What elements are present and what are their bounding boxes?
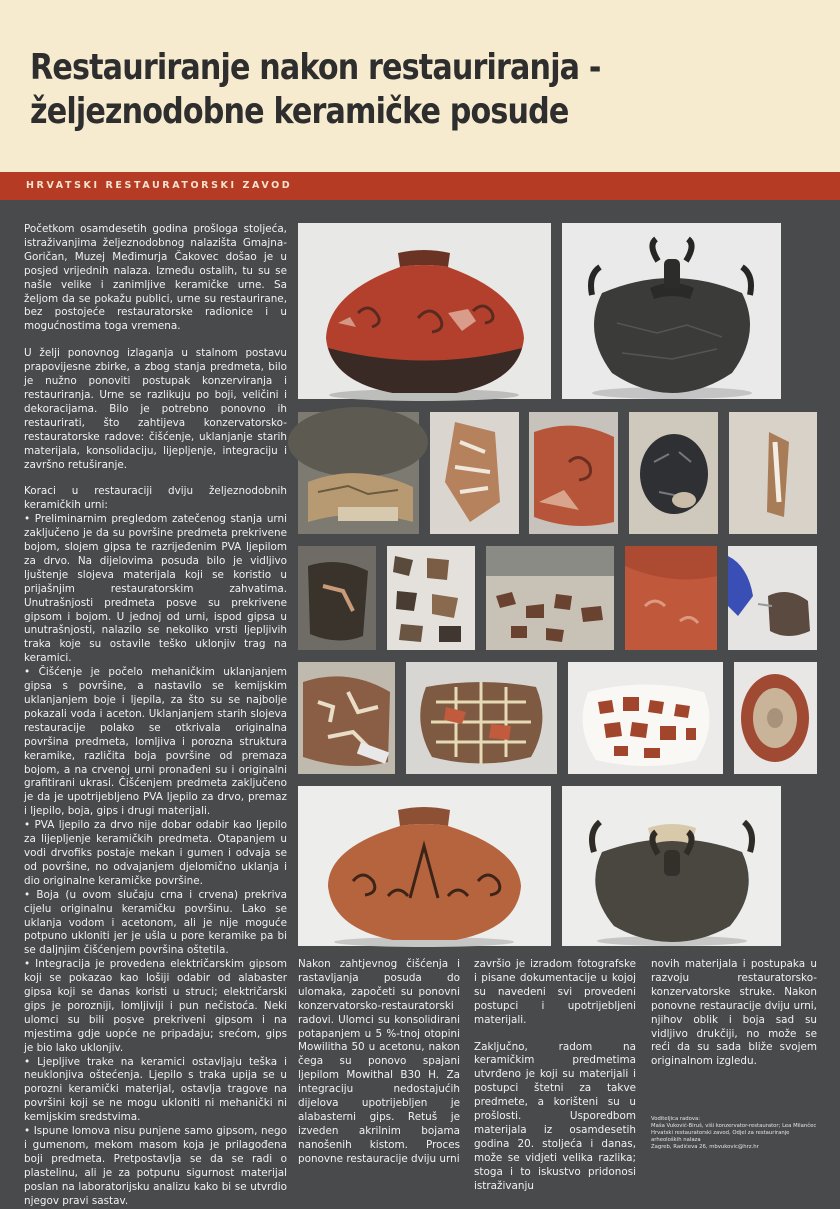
- credits-address: Zagreb, Radićeva 26, mbvukovic@hrz.hr: [651, 1144, 759, 1150]
- institution-name: HRVATSKI RESTAURATORSKI ZAVOD: [26, 180, 293, 191]
- photo-process-12: [406, 662, 557, 774]
- photo-process-8: [486, 546, 614, 650]
- photo-process-11: [298, 662, 395, 774]
- closing-text: novih materijala i postupaka u razvoju restauratorsko-konzervatorske struke. Nakon ponovne restauracije dviju urni, njihov oblik i boja sad su vidljivo drukčiji, no može se reći da su sada bliže svojem originalnom izgledu.: [651, 958, 817, 1068]
- photo-process-9: [625, 546, 717, 650]
- credits: [651, 1116, 821, 1151]
- title-line-1: Restauriranje nakon restauriranja -: [30, 47, 601, 88]
- credits-department: Hrvatski restauratorski zavod, Odjel za restauriranje arheoloških nalaza: [651, 1130, 790, 1143]
- step-cleaning: • Čišćenje je počelo mehaničkim uklanjanjem gipsa s površine, a nastavilo se kemijskim uklanjanjem boje i ljepila, za što su se najbolje pokazali voda i aceton. Uklanjanjem starih slojeva restauracije polako se otkrivala originalna površina predmeta, lomljiva i porozna struktura keramike, različita boja površine od premaza bojom, a na crvenoj urni pronađeni su i originalni grafitirani ukrasi. Čišćenjem predmeta zaključeno je da je upotrijebljeno PVA ljepilo za drvo, premaz i ljepilo, boja, gips i drugi materijali.: [24, 666, 287, 818]
- header: [0, 0, 840, 172]
- institution-band: [0, 172, 840, 200]
- photo-process-13: [568, 662, 723, 774]
- photo-process-6: [298, 546, 376, 650]
- step-preliminary: • Preliminarnim pregledom zatečenog stanja urni zaključeno je da su površine predmeta prekrivene bojom, slojem gipsa te razrijeđenim PVA ljepilom za drvo. Na dijelovima posuda bilo je vidljivo ljuštenje slojeva materijala koji se koristio u prijašnjim restauratorskim zahvatima. Unutrašnjosti predmeta posve su prekrivene gipsom i bojom. U jednoj od urni, ispod gipsa u unutrašnjosti, nalazilo se nekoliko vrsti ljepljivih traka koje su ostavile teško uklonjiv trag na keramici.: [24, 513, 287, 665]
- intro-paragraph: Početkom osamdesetih godina prošloga stoljeća, istraživanjima željeznodobnog nalazišta Gmajna-Goričan, Muzej Međimurja Čakovec došao je u posjed vrijednih nalaza. Između ostalih, tu su se našle velike i zanimljive keramičke urne. Sa željom da se pokažu publici, urne su restaurirane, bez postojeće restauratorske radionice i u mogućnostima toga vremena.: [24, 223, 287, 333]
- bottom-text-column-1: [298, 958, 460, 1167]
- photo-red-urn-before: [298, 223, 551, 399]
- step-integration: • Integracija je provedena električarskim gipsom koji se pokazao kao lošiji odabir od alabaster gipsa koji se danas koristi u struci; električarski gips je porozniji, lomljiviji i pun nečistoća. Neki ulomci su bili posve prekriveni gipsom i na mjestima gdje uopće ne pripadaju; srećom, gips je bio lako uklonjiv.: [24, 958, 287, 1054]
- photo-process-3: [529, 412, 618, 534]
- photo-process-7: [387, 546, 475, 650]
- step-tapes: • Ljepljive trake na keramici ostavljaju teška i neuklonjiva oštećenja. Ljepilo s traka upija se u porozni keramički materijal, ostavlja tragove na površini koji se ne mogu ukloniti ni mehanički ni kemijskim sredstvima.: [24, 1055, 287, 1124]
- credits-heading: Voditeljica radova:: [651, 1116, 701, 1122]
- photo-process-14: [734, 662, 817, 774]
- step-fills: • Ispune lomova nisu punjene samo gipsom, nego i gumenom, mekom masom koja je prilagođena boji predmeta. Pretpostavlja se da se radi o plastelinu, ali je za potpunu sigurnost materijal poslan na laboratorijsku analizu kako bi se utvrdio njegov pravi sastav.: [24, 1125, 287, 1207]
- page-title: [30, 46, 821, 134]
- left-text-column: [24, 223, 287, 1209]
- title-line-2: željeznodobne keramičke posude: [30, 91, 569, 132]
- photo-process-1: [298, 412, 419, 534]
- photo-black-urn-after: [562, 786, 781, 946]
- bottom-text-column-3: [651, 958, 817, 1069]
- photo-black-urn-before: [562, 223, 781, 399]
- photo-process-2: [430, 412, 519, 534]
- bottom-text-column-2: [474, 958, 636, 1194]
- photo-process-10: [728, 546, 817, 650]
- step-paint: • Boja (u ovom slučaju crna i crvena) prekriva cijelu originalnu keramičku površinu. Lako se uklanja vodom i acetonom, ali je nije moguće potpuno ukloniti jer je ušla u pore keramike pa bi se daljnjim čišćenjem površina oštetila.: [24, 888, 287, 957]
- photo-red-urn-after: [298, 786, 551, 946]
- restoration-process-text: Nakon zahtjevnog čišćenja i rastavljanja posuda do ulomaka, započeti su ponovni konzervatorsko-restauratorski radovi. Ulomci su konsolidirani potapanjem u 5 %-tnoj otopini Mowilitha 50 u acetonu, nakon čega su ponovo spajani ljepilom Mowithal B30 H. Za integraciju nedostajućih dijelova upotrijebljen je alabasterni gips. Retuš je izveden akrilnim bojama nanošenih kistom. Proces ponovne restauracije dviju urni: [298, 958, 460, 1165]
- steps-heading: Koraci u restauraciji dviju željeznodobnih keramičkih urni:: [24, 485, 287, 512]
- documentation-text: završio je izradom fotografske i pisane dokumentacije u kojoj su navedeni svi provedeni postupci i upotrijebljeni materijali.: [474, 958, 636, 1026]
- conclusion-text: Zaključno, radom na keramičkim predmetima utvrđeno je koji su materijali i postupci štetni za takve predmete, a korišteni su u prošlosti. Usporedbom materijala iz osamdesetih godina 20. stoljeća i danas, može se vidjeti velika razlika; stoga i to iskustvo pridonosi istraživanju: [474, 1040, 636, 1192]
- photo-process-5: [729, 412, 817, 534]
- reason-paragraph: U želji ponovnog izlaganja u stalnom postavu prapovijesne zbirke, a zbog stanja predmeta, bilo je nužno ponoviti postupak konzerviranja i restauriranja. Urne se razlikuju po boji, veličini i dekoracijama. Bilo je potrebno ponovno ih restaurirati, što zahtijeva konzervatorsko-restauratorske radove: čišćenje, uklanjanje starih materijala, konsolidaciju, lijepljenje, integraciju i završno retuširanje.: [24, 347, 287, 471]
- credits-authors: Maša Vuković-Biruš, viši konzervator-restaurator; Lea Milančec: [651, 1123, 817, 1129]
- photo-process-4: [629, 412, 718, 534]
- step-pva: • PVA ljepilo za drvo nije dobar odabir kao ljepilo za lijepljenje keramičkih predmeta. Otapanjem u vodi drvofiks postaje mekan i gumen i odvaja se od površine, no odvajanjem djelomično uklanja i dio originalne keramičke površine.: [24, 819, 287, 887]
